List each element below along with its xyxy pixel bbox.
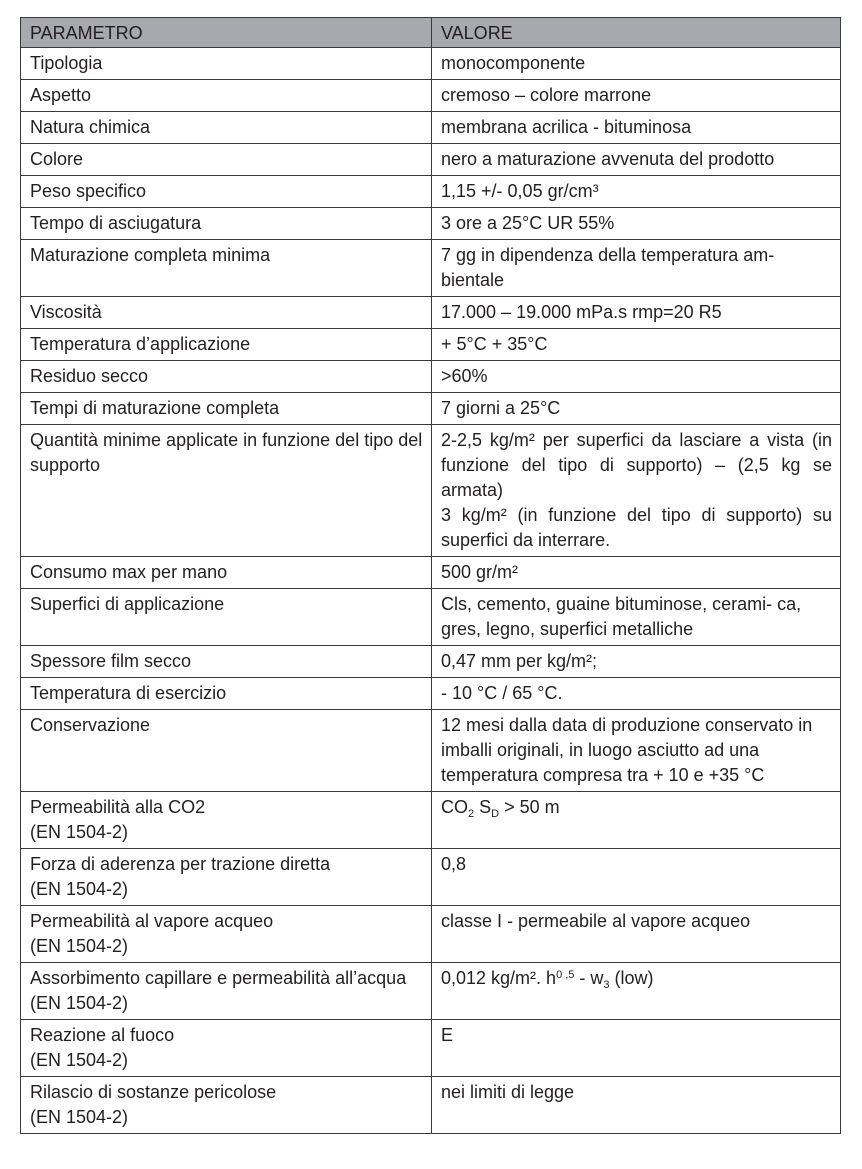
value-cell: 12 mesi dalla data di produzione conservato in imballi originali, in luogo asciutto ad una temperatura compresa tra + 10 e +35 °C xyxy=(432,710,841,792)
table-row xyxy=(21,297,841,329)
value-cell: 1,15 +/- 0,05 gr/cm³ xyxy=(432,176,841,208)
param-line: Permeabilità alla CO2 xyxy=(30,797,206,817)
param-line: Rilascio di sostanze pericolose xyxy=(30,1082,277,1102)
value-cell: cremoso – colore marrone xyxy=(432,80,841,112)
value-b: - w xyxy=(574,968,604,988)
param-cell: Natura chimica xyxy=(21,112,432,144)
param-cell: Temperatura d’applicazione xyxy=(21,329,432,361)
param-cell xyxy=(21,792,432,849)
table-row xyxy=(21,589,841,646)
param-cell: Viscosità xyxy=(21,297,432,329)
norm-line: (EN 1504-2) xyxy=(30,936,129,956)
param-line: Permeabilità al vapore acqueo xyxy=(30,911,274,931)
table-row xyxy=(21,710,841,792)
table-row xyxy=(21,176,841,208)
param-line: Forza di aderenza per trazione diretta xyxy=(30,854,331,874)
value-cell xyxy=(432,425,841,557)
value-cell: 7 gg in dipendenza della temperatura am- bientale xyxy=(432,240,841,297)
table-row xyxy=(21,557,841,589)
table-row xyxy=(21,963,841,1020)
table-row xyxy=(21,678,841,710)
table-row xyxy=(21,144,841,176)
value-cell: Cls, cemento, guaine bituminose, cerami- ca, gres, legno, superfici metalliche xyxy=(432,589,841,646)
value-co-sub: 2 xyxy=(468,808,475,820)
param-cell xyxy=(21,1077,432,1134)
value-a: 0,012 kg/m². h xyxy=(441,968,557,988)
value-cell: >60% xyxy=(432,361,841,393)
header-parametro: PARAMETRO xyxy=(21,18,432,48)
param-cell: Peso specifico xyxy=(21,176,432,208)
value-s-sub: D xyxy=(491,808,500,820)
norm-line: (EN 1504-2) xyxy=(30,879,129,899)
param-cell: Conservazione xyxy=(21,710,432,792)
value-line: 2-2,5 kg/m² per superfici da lasciare a vista (in funzione del tipo di supporto) – (2,5 kg se armata) xyxy=(441,430,832,500)
value-c: (low) xyxy=(609,968,654,988)
value-cell: - 10 °C / 65 °C. xyxy=(432,678,841,710)
table-row xyxy=(21,906,841,963)
value-line: 3 kg/m² (in funzione del tipo di supporto) su superfici da interrare. xyxy=(441,505,832,550)
param-cell: Residuo secco xyxy=(21,361,432,393)
value-co: CO xyxy=(441,797,468,817)
param-cell: Colore xyxy=(21,144,432,176)
table-row xyxy=(21,80,841,112)
table-row xyxy=(21,329,841,361)
table-row xyxy=(21,1077,841,1134)
table-row xyxy=(21,112,841,144)
table-row xyxy=(21,646,841,678)
param-line: Assorbimento capillare e permeabilità all’acqua xyxy=(30,968,407,988)
norm-line: (EN 1504-2) xyxy=(30,822,129,842)
value-cell: E xyxy=(432,1020,841,1077)
value-cell: classe I - permeabile al vapore acqueo xyxy=(432,906,841,963)
param-cell xyxy=(21,906,432,963)
param-cell: Tipologia xyxy=(21,48,432,80)
param-cell: Superfici di applicazione xyxy=(21,589,432,646)
value-sub: 3 xyxy=(603,979,610,991)
value-cell: + 5°C + 35°C xyxy=(432,329,841,361)
param-cell: Maturazione completa minima xyxy=(21,240,432,297)
value-cell: 0,47 mm per kg/m²; xyxy=(432,646,841,678)
table-row xyxy=(21,208,841,240)
value-sup: 0 ,5 xyxy=(556,969,575,981)
table-row xyxy=(21,425,841,557)
param-cell xyxy=(21,1020,432,1077)
param-cell: Temperatura di esercizio xyxy=(21,678,432,710)
table-header-row xyxy=(21,18,841,48)
value-cell: 3 ore a 25°C UR 55% xyxy=(432,208,841,240)
header-valore: VALORE xyxy=(432,18,841,48)
table-row xyxy=(21,849,841,906)
value-rest: > 50 m xyxy=(504,797,560,817)
table-row xyxy=(21,240,841,297)
param-cell: Spessore film secco xyxy=(21,646,432,678)
norm-line: (EN 1504-2) xyxy=(30,1107,129,1127)
table-row xyxy=(21,48,841,80)
param-cell: Aspetto xyxy=(21,80,432,112)
table-row xyxy=(21,792,841,849)
table-row xyxy=(21,361,841,393)
param-cell: Consumo max per mano xyxy=(21,557,432,589)
param-cell xyxy=(21,849,432,906)
table-row xyxy=(21,1020,841,1077)
value-cell: monocomponente xyxy=(432,48,841,80)
value-cell: membrana acrilica - bituminosa xyxy=(432,112,841,144)
spec-table xyxy=(20,17,841,1134)
param-cell: Quantità minime applicate in funzione del tipo del supporto xyxy=(21,425,432,557)
norm-line: (EN 1504-2) xyxy=(30,1050,129,1070)
value-cell: 7 giorni a 25°C xyxy=(432,393,841,425)
value-cell xyxy=(432,963,841,1020)
value-cell: 500 gr/m² xyxy=(432,557,841,589)
value-cell xyxy=(432,792,841,849)
param-cell xyxy=(21,963,432,1020)
value-s: S xyxy=(479,797,492,817)
param-cell: Tempi di maturazione completa xyxy=(21,393,432,425)
param-line: Reazione al fuoco xyxy=(30,1025,175,1045)
value-cell: nei limiti di legge xyxy=(432,1077,841,1134)
norm-line: (EN 1504-2) xyxy=(30,993,129,1013)
param-cell: Tempo di asciugatura xyxy=(21,208,432,240)
value-cell: nero a maturazione avvenuta del prodotto xyxy=(432,144,841,176)
table-row xyxy=(21,393,841,425)
value-cell: 0,8 xyxy=(432,849,841,906)
value-cell: 17.000 – 19.000 mPa.s rmp=20 R5 xyxy=(432,297,841,329)
